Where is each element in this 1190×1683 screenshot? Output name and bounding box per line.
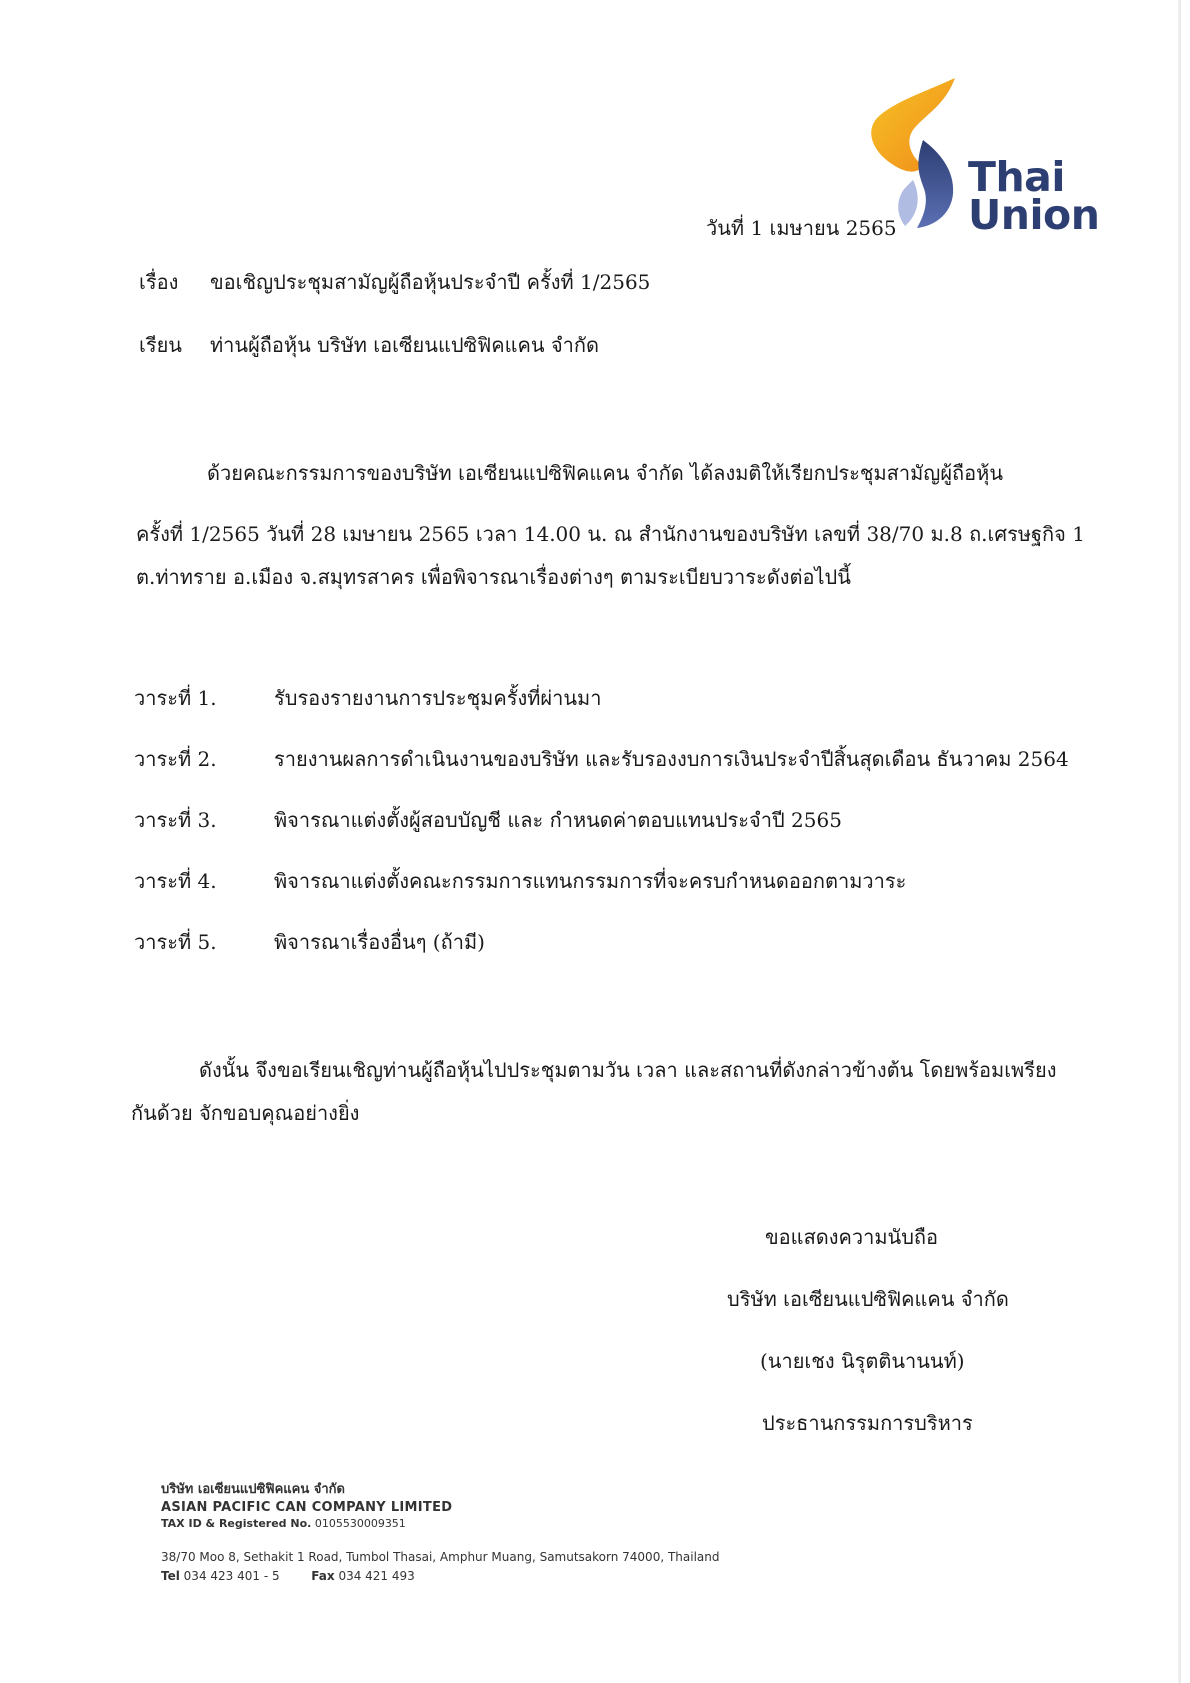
- closing-line-2: กันด้วย จักขอบคุณอย่างยิ่ง: [131, 1101, 360, 1125]
- footer-company-en: ASIAN PACIFIC CAN COMPANY LIMITED: [161, 1500, 453, 1515]
- agenda-text-5: พิจารณาเรื่องอื่นๆ (ถ้ามี): [274, 930, 485, 954]
- footer-address: 38/70 Moo 8, Sethakit 1 Road, Tumbol Thasai, Amphur Muang, Samutsakorn 74000, Thailand: [161, 1550, 720, 1564]
- subject-value: ขอเชิญประชุมสามัญผู้ถือหุ้นประจำปี ครั้งที่ 1/2565: [210, 270, 651, 294]
- signature-company: บริษัท เอเซียนแปซิฟิคแคน จำกัด: [727, 1287, 1009, 1311]
- footer-contact: [161, 1569, 415, 1583]
- footer-tax-id: [161, 1517, 406, 1530]
- agenda-label-5: วาระที่ 5.: [134, 930, 217, 954]
- logo-line-union: Union: [968, 191, 1100, 239]
- intro-line-3: ต.ท่าทราย อ.เมือง จ.สมุทรสาคร เพื่อพิจารณาเรื่องต่างๆ ตามระเบียบวาระดังต่อไปนี้: [136, 565, 851, 589]
- agenda-text-4: พิจารณาแต่งตั้งคณะกรรมการแทนกรรมการที่จะครบกำหนดออกตามวาระ: [274, 869, 907, 893]
- closing-line-1: ดังนั้น จึงขอเรียนเชิญท่านผู้ถือหุ้นไปประชุมตามวัน เวลา และสถานที่ดังกล่าวข้างต้น โดยพร้อมเพรียง: [199, 1058, 1057, 1082]
- subject-label: เรื่อง: [139, 270, 179, 294]
- intro-line-2: ครั้งที่ 1/2565 วันที่ 28 เมษายน 2565 เวลา 14.00 น. ณ สำนักงานของบริษัท เลขที่ 38/70 ม.8 ถ.เศรษฐกิจ 1: [136, 522, 1085, 546]
- scan-edge: [1178, 0, 1181, 1683]
- footer-fax-label: Fax: [311, 1569, 335, 1583]
- footer-company-th: บริษัท เอเซียนแปซิฟิคแคน จำกัด: [161, 1482, 345, 1497]
- logo-wordmark: [968, 153, 1100, 239]
- footer-tax-label: TAX ID & Registered No.: [161, 1517, 312, 1530]
- agenda-label-4: วาระที่ 4.: [134, 869, 217, 893]
- footer-fax-value: 034 421 493: [338, 1569, 415, 1583]
- letter-date: วันที่ 1 เมษายน 2565: [706, 216, 897, 240]
- agenda-text-1: รับรองรายงานการประชุมครั้งที่ผ่านมา: [274, 686, 602, 710]
- signature-regards: ขอแสดงความนับถือ: [765, 1225, 939, 1249]
- agenda-text-2: รายงานผลการดำเนินงานของบริษัท และรับรองงบการเงินประจำปีสิ้นสุดเดือน ธันวาคม 2564: [274, 747, 1069, 771]
- signature-name: (นายเชง นิรุตตินานนท์): [760, 1349, 965, 1373]
- footer-tax-value: 0105530009351: [314, 1517, 406, 1530]
- recipient-value: ท่านผู้ถือหุ้น บริษัท เอเซียนแปซิฟิคแคน จำกัด: [210, 333, 599, 357]
- footer-tel-value: 034 423 401 - 5: [183, 1569, 280, 1583]
- logo-line-thai: Thai: [968, 153, 1065, 201]
- signature-title: ประธานกรรมการบริหาร: [762, 1411, 973, 1435]
- footer-tel-label: Tel: [161, 1569, 180, 1583]
- agenda-text-3: พิจารณาแต่งตั้งผู้สอบบัญชี และ กำหนดค่าตอบแทนประจำปี 2565: [274, 808, 842, 832]
- agenda-label-3: วาระที่ 3.: [134, 808, 217, 832]
- agenda-label-1: วาระที่ 1.: [134, 686, 217, 710]
- agenda-label-2: วาระที่ 2.: [134, 747, 217, 771]
- recipient-label: เรียน: [139, 333, 182, 357]
- intro-line-1: ด้วยคณะกรรมการของบริษัท เอเซียนแปซิฟิคแคน จำกัด ได้ลงมติให้เรียกประชุมสามัญผู้ถือหุ้น: [207, 461, 1004, 485]
